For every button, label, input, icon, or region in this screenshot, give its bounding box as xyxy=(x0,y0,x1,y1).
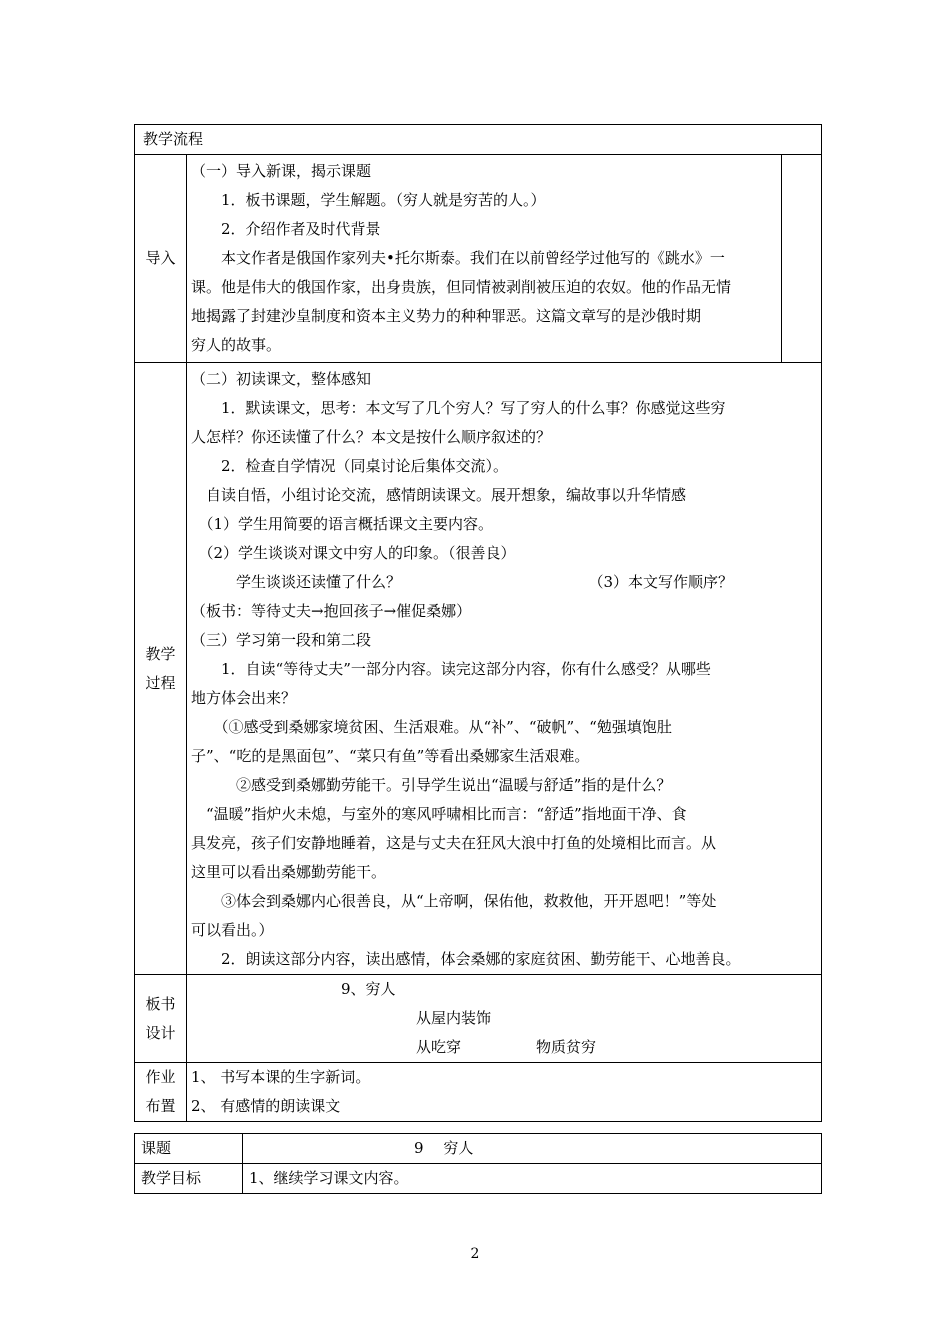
text-line: 1．默读课文，思考：本文写了几个穷人？写了穷人的什么事？你感觉这些穷 xyxy=(191,399,726,417)
text-line: 2、 有感情的朗读课文 xyxy=(191,1097,341,1115)
text-line: 9、穷人 xyxy=(191,980,396,998)
text-line: 1、 书写本课的生字新词。 xyxy=(191,1068,371,1086)
lesson-info-table xyxy=(134,1133,822,1194)
text-line: 1．自读“等待丈夫”一部分内容。读完这部分内容，你有什么感受？从哪些 xyxy=(191,660,711,678)
section-content xyxy=(187,975,822,1063)
section-content xyxy=(187,363,822,975)
text-line: 穷人的故事。 xyxy=(191,336,282,354)
text-line: 人怎样？你还读懂了什么？本文是按什么顺序叙述的？ xyxy=(191,428,552,446)
section-label-line: 板书 xyxy=(145,994,176,1013)
text-line: 子”、“吃的是黑面包”、“菜只有鱼”等看出桑娜家生活艰难。 xyxy=(191,747,590,765)
text-line: （板书：等待丈夫→抱回孩子→催促桑娜） xyxy=(191,602,472,620)
section-intro-row xyxy=(135,155,822,363)
section-label-line: 导入 xyxy=(145,249,176,267)
text-line: 自读自悟，小组讨论交流，感情朗读课文。展开想象，编故事以升华情感 xyxy=(191,486,687,504)
section-content xyxy=(187,155,782,363)
info-value: 9 穷人 xyxy=(243,1134,822,1164)
section-label xyxy=(135,363,187,975)
section-label xyxy=(135,975,187,1063)
info-label: 教学目标 xyxy=(135,1164,243,1194)
info-label: 课题 xyxy=(135,1134,243,1164)
section-process-row xyxy=(135,363,822,975)
text-line: 2．朗读这部分内容，读出感情，体会桑娜的家庭贫困、勤劳能干、心地善良。 xyxy=(191,950,741,968)
text-line: 可以看出。） xyxy=(191,921,274,939)
section-label-line: 教学 xyxy=(145,644,176,663)
text-line: （二）初读课文，整体感知 xyxy=(191,370,372,388)
section-homework-row xyxy=(135,1063,822,1122)
info-value: 1、继续学习课文内容。 xyxy=(243,1164,822,1194)
text-line: 从吃穿 物质贫穷 xyxy=(191,1038,597,1056)
text-line: 2．检查自学情况（同桌讨论后集体交流）。 xyxy=(191,457,509,475)
flow-header-row xyxy=(135,125,822,155)
text-line: ③体会到桑娜内心很善良，从“上帝啊，保佑他，救救他，开开恩吧！”等处 xyxy=(191,892,717,910)
text-line: 2．介绍作者及时代背景 xyxy=(191,220,381,238)
page-number: 2 xyxy=(470,1246,480,1262)
text-line: （三）学习第一段和第二段 xyxy=(191,631,372,649)
info-row xyxy=(135,1134,822,1164)
text-line: 这里可以看出桑娜勤劳能干。 xyxy=(191,863,387,881)
flow-header: 教学流程 xyxy=(135,125,822,155)
section-label-line: 布置 xyxy=(145,1097,176,1115)
section-label-line: 过程 xyxy=(145,673,176,692)
text-line: ②感受到桑娜勤劳能干。引导学生说出“温暖与舒适”指的是什么？ xyxy=(191,776,672,794)
info-row xyxy=(135,1164,822,1194)
lesson-flow-table xyxy=(134,124,822,1122)
text-line: 学生谈谈还读懂了什么？ （3）本文写作顺序？ xyxy=(191,573,734,591)
text-line: 从屋内装饰 xyxy=(191,1009,492,1027)
text-line: （2）学生谈谈对课文中穷人的印象。（很善良） xyxy=(191,544,516,562)
text-line: 本文作者是俄国作家列夫•托尔斯泰。我们在以前曾经学过他写的《跳水》一 xyxy=(191,249,725,267)
text-line: 地揭露了封建沙皇制度和资本主义势力的种种罪恶。这篇文章写的是沙俄时期 xyxy=(191,307,702,325)
margin-cell xyxy=(782,155,822,363)
section-board-row xyxy=(135,975,822,1063)
section-label-line: 作业 xyxy=(145,1068,176,1086)
text-line: “温暖”指炉火未熄，与室外的寒风呼啸相比而言：“舒适”指地面干净、食 xyxy=(191,805,687,823)
text-line: 地方体会出来？ xyxy=(191,689,297,707)
text-line: （1）学生用简要的语言概括课文主要内容。 xyxy=(191,515,494,533)
text-line: （一）导入新课，揭示课题 xyxy=(191,162,372,180)
text-line: 课。他是伟大的俄国作家，出身贵族，但同情被剥削被压迫的农奴。他的作品无情 xyxy=(191,278,732,296)
text-line: 具发亮，孩子们安静地睡着，这是与丈夫在狂风大浪中打鱼的处境相比而言。从 xyxy=(191,834,717,852)
section-label-line: 设计 xyxy=(145,1023,176,1042)
section-label xyxy=(135,155,187,363)
text-line: （①感受到桑娜家境贫困、生活艰难。从“补”、“破帆”、“勉强填饱肚 xyxy=(191,718,672,736)
section-label xyxy=(135,1063,187,1122)
section-content xyxy=(187,1063,822,1122)
text-line: 1．板书课题，学生解题。（穷人就是穷苦的人。） xyxy=(191,191,546,209)
